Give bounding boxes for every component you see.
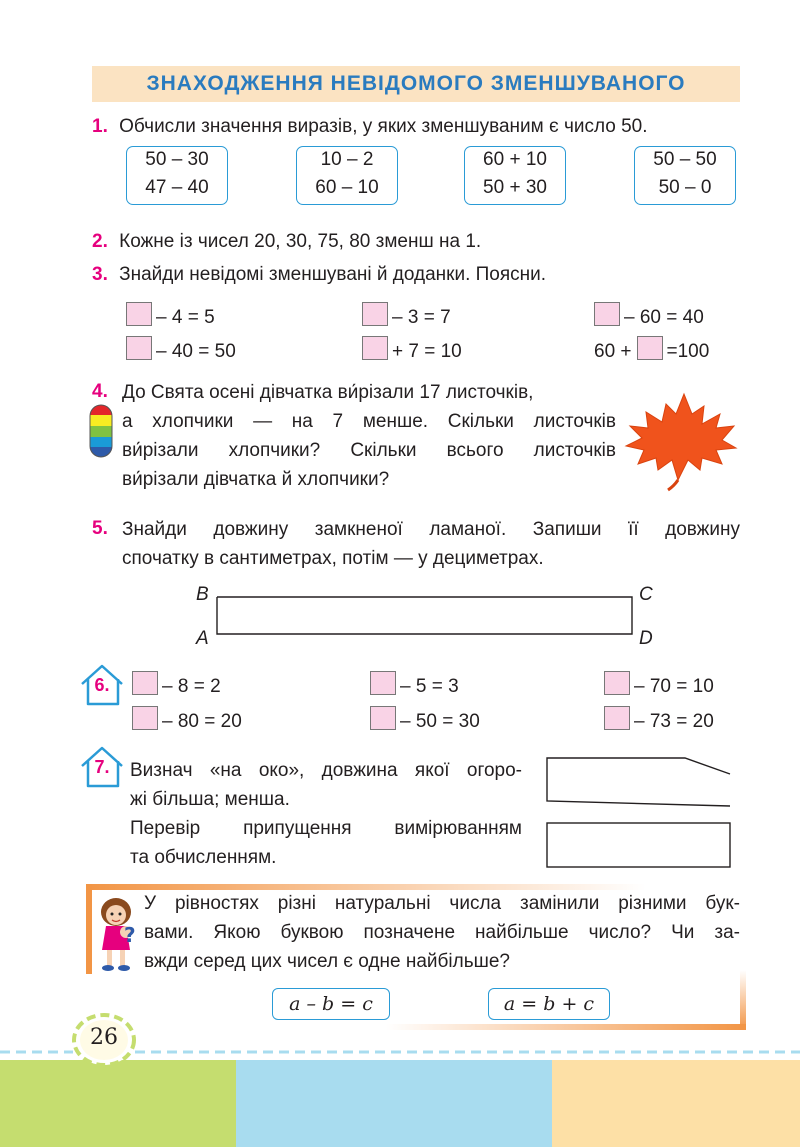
expression: 50 – 0 <box>658 177 712 198</box>
text-line: ви́різали хлопчики? Скільки всього листочків <box>122 440 616 461</box>
task-2 <box>92 229 481 255</box>
task-number: 3. <box>92 264 108 285</box>
girl-character-icon <box>92 896 142 976</box>
equation <box>362 336 462 365</box>
answer-square <box>126 302 152 326</box>
point-label: D <box>639 628 653 649</box>
fence-1 <box>547 758 730 806</box>
answer-square <box>370 671 396 695</box>
equation-text: – 3 = 7 <box>392 307 451 328</box>
equation <box>132 671 221 700</box>
puzzle-text <box>144 889 740 976</box>
text-line: Перевір припущення вимірюванням <box>130 818 522 839</box>
text-line: У рівностях різні натуральні числа замінили різними бук- <box>144 893 740 914</box>
fence-2 <box>547 823 730 867</box>
maple-leaf-icon <box>622 388 746 492</box>
answer-square <box>370 706 396 730</box>
expression: 60 + 10 <box>483 149 547 170</box>
equation <box>370 671 459 700</box>
task-number: 1. <box>92 116 108 137</box>
task-number: 4. <box>92 381 108 402</box>
page-number: 26 <box>90 1025 118 1050</box>
equation <box>126 336 236 365</box>
task-1 <box>92 114 648 140</box>
equation-text: – 70 = 10 <box>634 676 714 697</box>
closed-polyline <box>210 590 640 640</box>
difficulty-levels-icon <box>89 404 113 458</box>
expression: 60 – 10 <box>315 177 379 198</box>
task-4-text <box>122 378 616 494</box>
footer-band-green <box>0 1060 236 1147</box>
task-text: Кожне із чисел 20, 30, 75, 80 зменш на 1. <box>119 231 482 252</box>
text-line: а хлопчики — на 7 менше. Скільки листочків <box>122 411 616 432</box>
equation-text: – 50 = 30 <box>400 711 480 732</box>
point-label: C <box>639 584 653 605</box>
equation-text: – 60 = 40 <box>624 307 704 328</box>
equation-text: – 8 = 2 <box>162 676 221 697</box>
formula-box: a = b + c <box>488 988 610 1020</box>
equation <box>604 706 714 735</box>
answer-square <box>132 706 158 730</box>
equation-text: – 40 = 50 <box>156 341 236 362</box>
homework-house-icon <box>78 744 126 790</box>
equation <box>370 706 480 735</box>
equation-text: – 73 = 20 <box>634 711 714 732</box>
expression-box <box>296 146 398 205</box>
equation <box>362 302 451 331</box>
task-number: 5. <box>92 518 108 539</box>
task-text: Обчисли значення виразів, у яких зменшуваним є число 50. <box>119 116 648 137</box>
text-line: Знайди довжину замкненої ламаної. Запиши її довжину <box>122 519 740 540</box>
homework-house-icon <box>78 662 126 708</box>
svg-text:?: ? <box>124 923 136 947</box>
fence-shapes <box>545 754 735 874</box>
task-3 <box>92 262 546 288</box>
expression: 10 – 2 <box>320 149 374 170</box>
answer-square <box>604 671 630 695</box>
text-line: жі більша; менша. <box>130 789 290 810</box>
formula-box: a – b = c <box>272 988 390 1020</box>
text-line: та обчисленням. <box>130 847 277 868</box>
answer-square <box>362 336 388 360</box>
answer-square <box>604 706 630 730</box>
task-number: 6. <box>94 675 110 695</box>
expression-box <box>634 146 736 205</box>
expression: 50 + 30 <box>483 177 547 198</box>
task-5-text <box>122 515 740 573</box>
text-line: До Свята осені дівчатка ви́різали 17 листочків, <box>122 382 534 403</box>
answer-square <box>362 302 388 326</box>
footer-band-blue <box>236 1060 552 1147</box>
equation-text: 60 + <box>594 341 632 362</box>
answer-square <box>132 671 158 695</box>
footer-band-sand <box>552 1060 800 1147</box>
equation-text: + 7 = 10 <box>392 341 462 362</box>
text-line: спочатку в сантиметрах, потім — у дециметрах. <box>122 548 544 569</box>
point-label: B <box>196 584 209 605</box>
text-line: вжди серед цих чисел є одне найбільше? <box>144 951 510 972</box>
answer-square <box>637 336 663 360</box>
text-line: ви́різали дівчатка й хлопчики? <box>122 469 390 490</box>
point-label: A <box>196 628 209 649</box>
task-text: Знайди невідомі зменшувані й доданки. Поясни. <box>119 264 547 285</box>
equation <box>594 302 704 331</box>
equation-text: – 80 = 20 <box>162 711 242 732</box>
equation <box>126 302 215 331</box>
equation-text: – 5 = 3 <box>400 676 459 697</box>
expression: 47 – 40 <box>145 177 209 198</box>
expression-box <box>464 146 566 205</box>
answer-square <box>126 336 152 360</box>
page-title: ЗНАХОДЖЕННЯ НЕВІДОМОГО ЗМЕНШУВАНОГО <box>146 72 686 95</box>
task-number: 2. <box>92 231 108 252</box>
equation-text: – 4 = 5 <box>156 307 215 328</box>
task-7-text <box>130 756 522 872</box>
equation <box>604 671 714 700</box>
task-number: 7. <box>94 757 110 777</box>
text-line: Визнач «на око», довжина якої огоро- <box>130 760 522 781</box>
answer-square <box>594 302 620 326</box>
equation <box>132 706 242 735</box>
expression-box <box>126 146 228 205</box>
text-line: вами. Якою буквою позначене найбільше число? Чи за- <box>144 922 740 943</box>
expression: 50 – 30 <box>145 149 209 170</box>
expression: 50 – 50 <box>653 149 717 170</box>
equation-text: =100 <box>666 341 710 362</box>
equation <box>594 336 709 365</box>
